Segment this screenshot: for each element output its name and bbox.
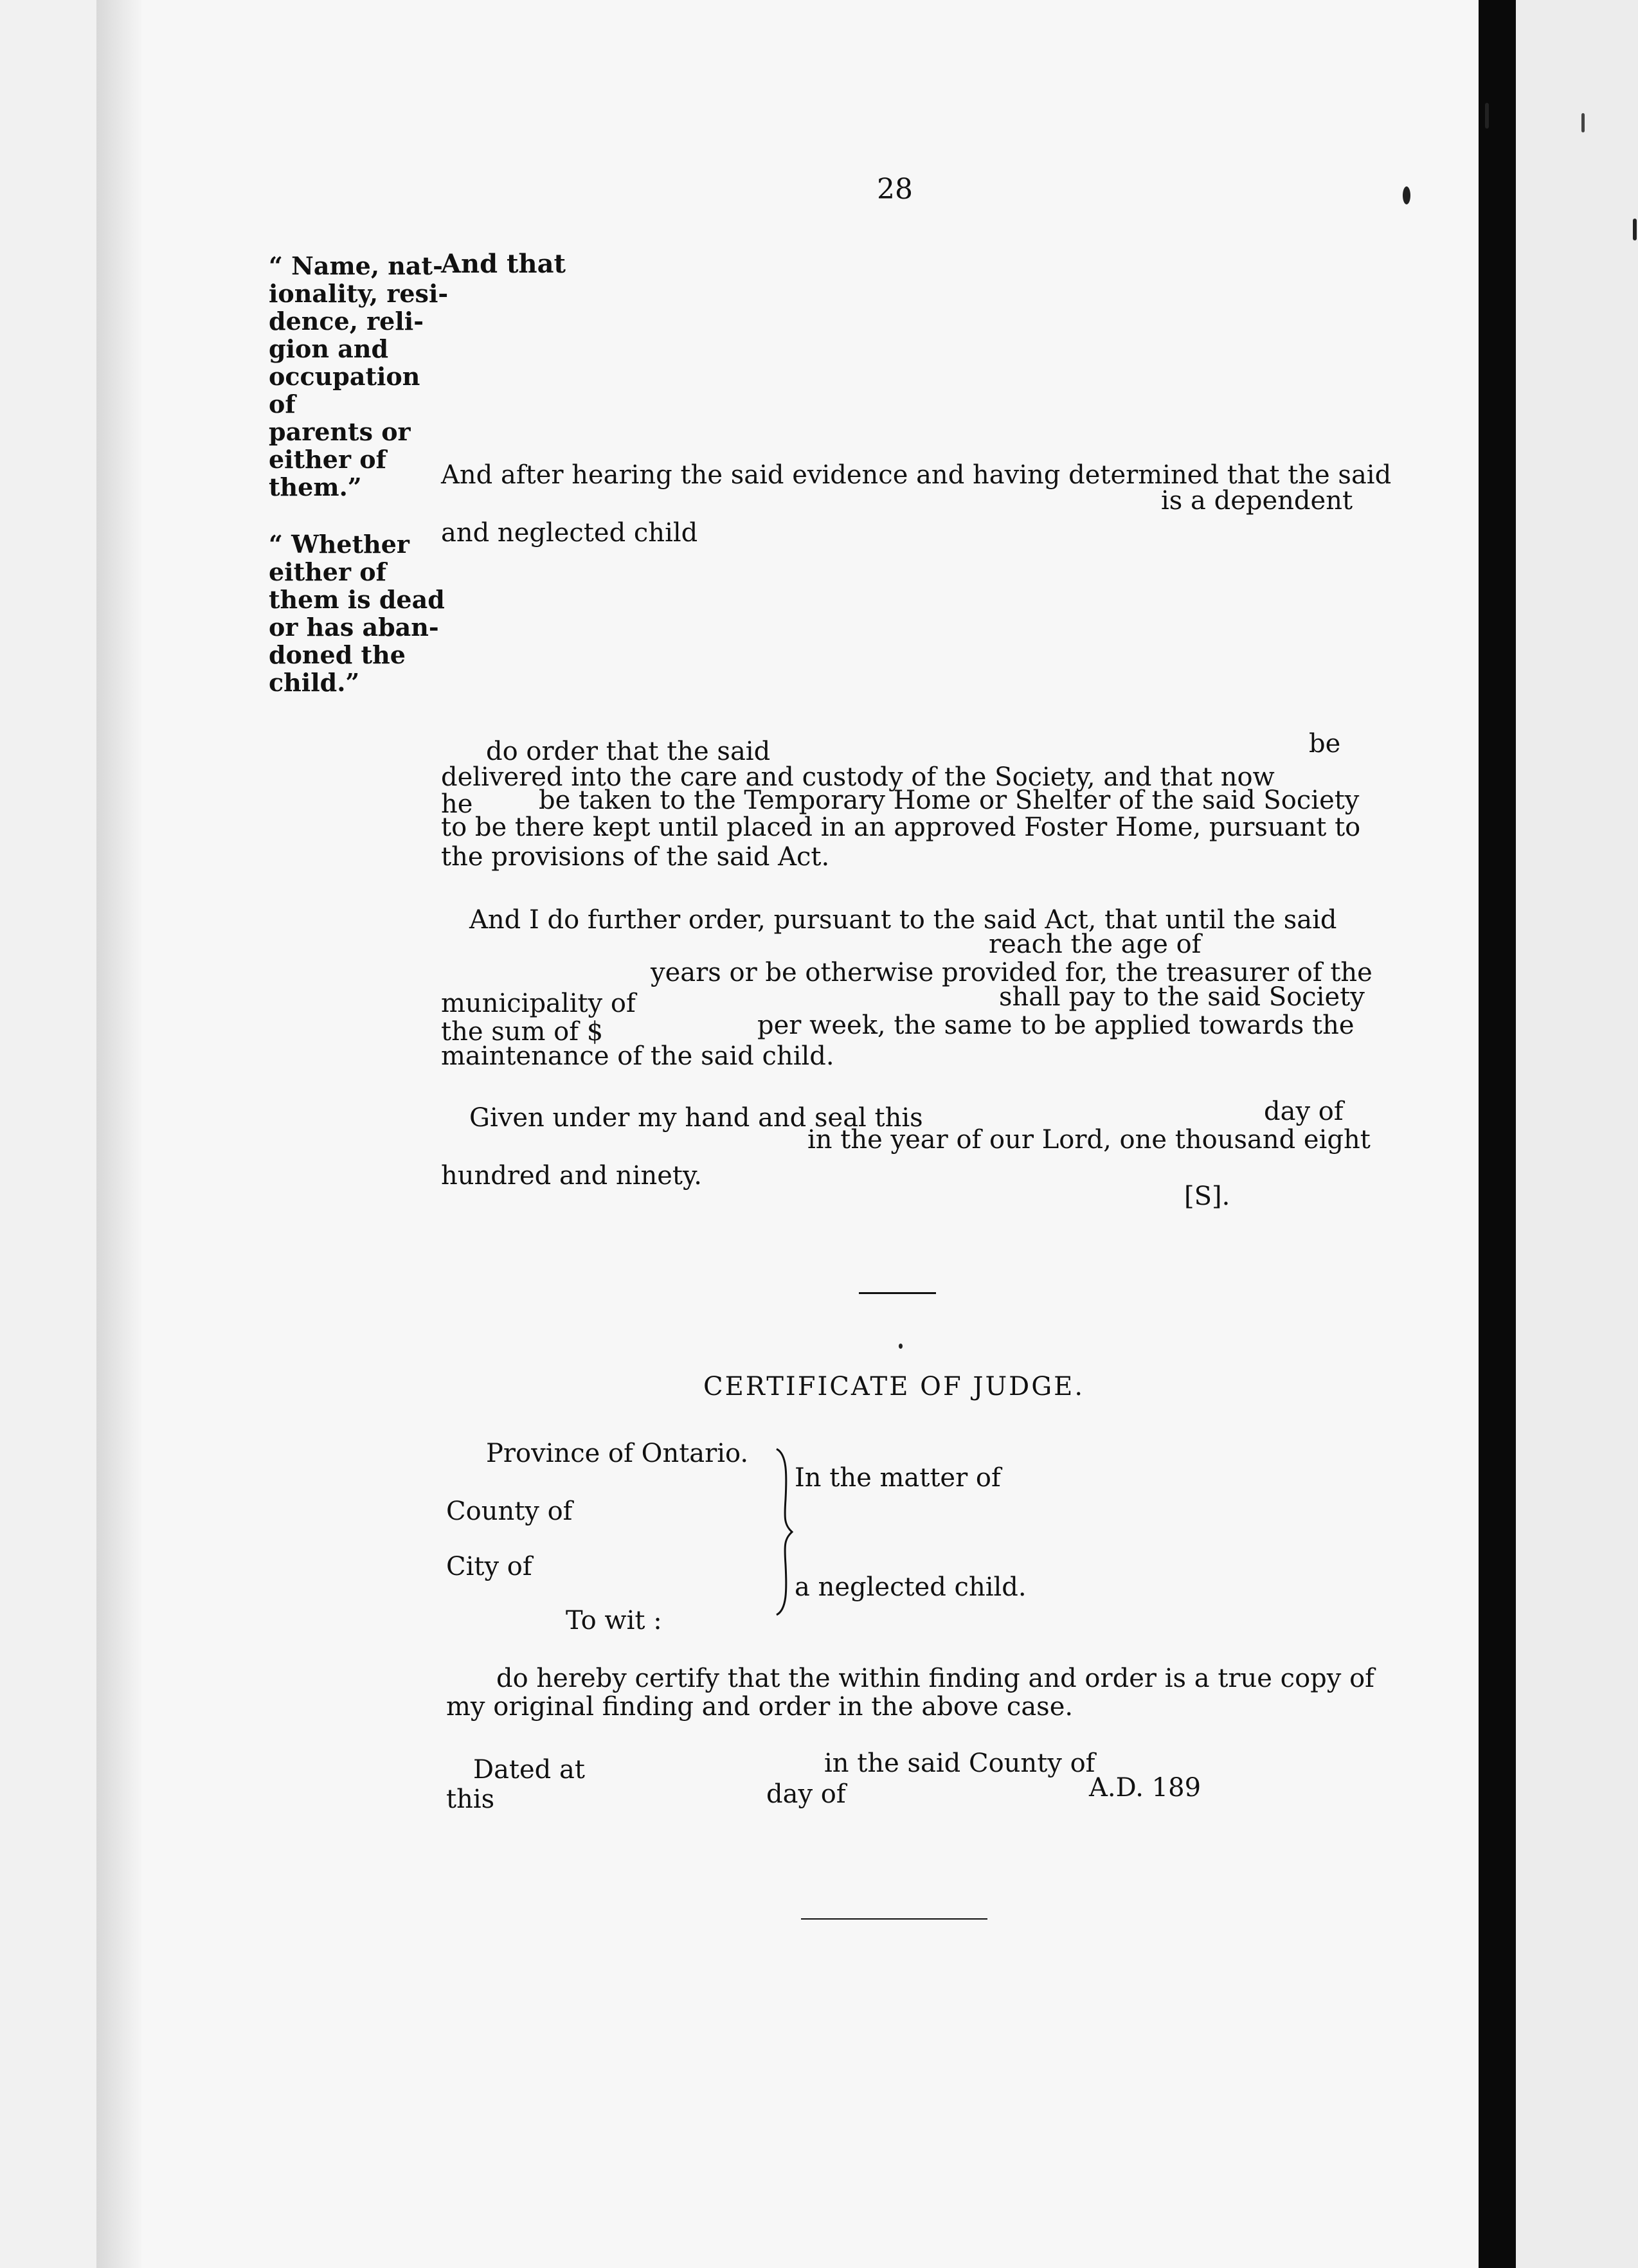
- and-that: And that: [441, 249, 566, 279]
- margin-notes: [269, 252, 449, 696]
- scan-mark: [1633, 219, 1637, 240]
- ink-speck: [899, 1344, 903, 1349]
- further-line-3: years or be otherwise provided for, the treasurer of the: [651, 958, 1372, 987]
- neglected-child-line: and neglected child: [441, 518, 698, 548]
- this-label: this: [446, 1785, 495, 1814]
- year-of-lord-line: in the year of our Lord, one thousand eight: [807, 1125, 1371, 1155]
- margin-note-parents: “ Name, nat- ionality, resi- dence, reli- gion and occupation of parents or either of them.”: [269, 251, 449, 501]
- further-line-1: And I do further order, pursuant to the said Act, that until the said: [469, 905, 1337, 935]
- curly-brace: [773, 1448, 793, 1616]
- after-hearing-line-1: And after hearing the said evidence and having determined that the said: [441, 460, 1392, 490]
- further-line-6: maintenance of the said child.: [441, 1041, 834, 1071]
- certificate-heading: CERTIFICATE OF JUDGE.: [703, 1372, 1085, 1401]
- further-line-4-right: shall pay to the said Society: [999, 982, 1365, 1012]
- given-under-left: Given under my hand and seal this: [469, 1103, 923, 1133]
- anno-domini-label: A.D. 189: [1089, 1773, 1202, 1803]
- closing-rule: [801, 1918, 987, 1920]
- order-line-1-right: be: [1309, 729, 1341, 759]
- matter-of-label: In the matter of: [795, 1463, 1001, 1493]
- page-number: 28: [877, 173, 913, 206]
- order-line-4: to be there kept until placed in an approved Foster Home, pursuant to: [441, 813, 1361, 842]
- order-line-3-right: be taken to the Temporary Home or Shelter of the said Society: [539, 786, 1360, 815]
- hundred-and-ninety: hundred and ninety.: [441, 1161, 702, 1191]
- margin-note-abandoned: “ Whether either of them is dead or has aban- doned the child.”: [269, 530, 445, 697]
- province-label: Province of Ontario.: [486, 1439, 749, 1468]
- city-label: City of: [446, 1552, 532, 1581]
- further-line-4-left: municipality of: [441, 989, 636, 1018]
- scan-mark: [1581, 113, 1585, 132]
- after-hearing-line-2: is a dependent: [1161, 486, 1353, 516]
- given-under-right: day of: [1264, 1097, 1344, 1126]
- to-wit-label: To wit :: [566, 1606, 662, 1635]
- further-line-2: reach the age of: [989, 930, 1202, 959]
- order-line-3-left: he: [441, 789, 473, 819]
- seal-mark: [S].: [1184, 1182, 1230, 1211]
- book-gutter: [1479, 0, 1516, 2268]
- scan-mark: [1485, 103, 1489, 129]
- order-line-1-left: do order that the said: [486, 737, 771, 766]
- in-county-label: in the said County of: [824, 1749, 1095, 1778]
- dated-at-label: Dated at: [473, 1755, 585, 1785]
- further-line-5-right: per week, the same to be applied towards the: [757, 1011, 1354, 1040]
- neglected-child-label: a neglected child.: [795, 1572, 1027, 1602]
- section-divider: [859, 1292, 936, 1294]
- certify-line-1: do hereby certify that the within finding and order is a true copy of: [496, 1664, 1374, 1693]
- further-line-5-left: the sum of $: [441, 1017, 604, 1047]
- page-edge-shadow: [96, 0, 141, 2268]
- order-line-5: the provisions of the said Act.: [441, 842, 830, 872]
- order-line-2: delivered into the care and custody of the Society, and that now: [441, 762, 1275, 792]
- scan-mark: [1403, 186, 1410, 204]
- day-of-label: day of: [766, 1779, 846, 1809]
- county-label: County of: [446, 1497, 573, 1526]
- certify-line-2: my original finding and order in the above case.: [446, 1692, 1074, 1722]
- adjacent-page-edge: [1516, 0, 1638, 2268]
